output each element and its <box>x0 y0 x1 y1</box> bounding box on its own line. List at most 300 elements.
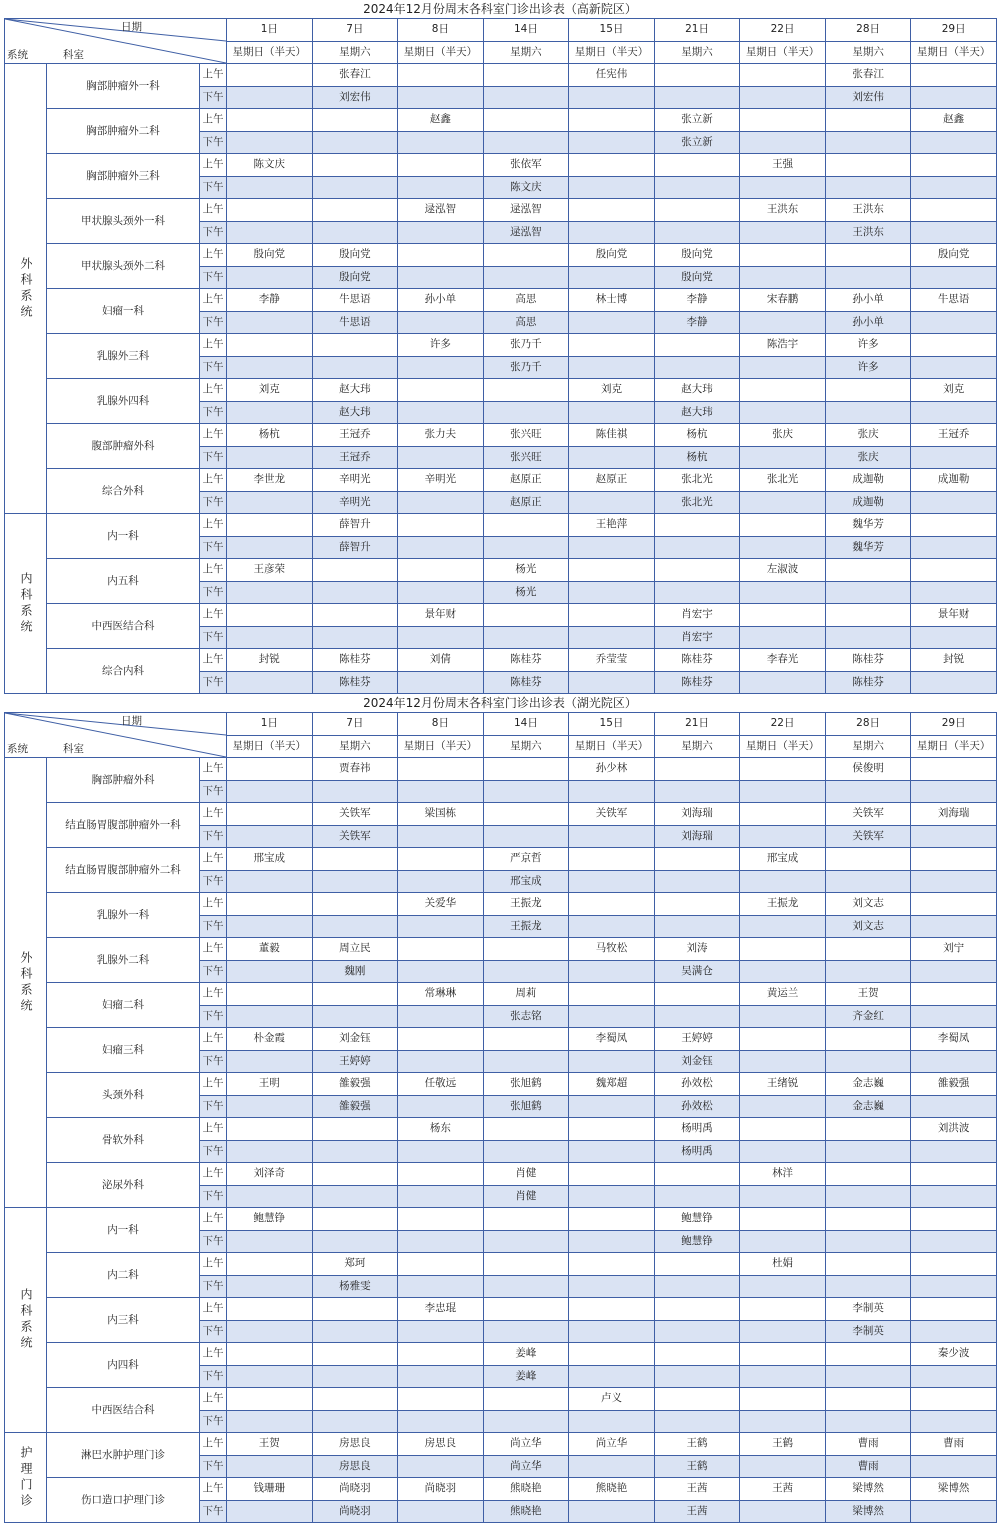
doctor-cell <box>398 221 484 244</box>
doctor-cell: 刘海瑞 <box>911 803 997 826</box>
doctor-cell: 董毅 <box>227 938 313 961</box>
doctor-cell <box>740 1230 826 1253</box>
department-cell: 结直肠胃腹部肿瘤外一科 <box>47 803 200 848</box>
doctor-cell <box>483 109 569 132</box>
doctor-cell: 陈桂芬 <box>312 671 398 694</box>
doctor-cell <box>312 1388 398 1411</box>
doctor-cell: 逯泓智 <box>483 221 569 244</box>
doctor-cell <box>825 1343 911 1366</box>
date-header: 21日 <box>654 713 740 736</box>
doctor-cell <box>483 86 569 109</box>
doctor-cell: 孙小单 <box>825 289 911 312</box>
doctor-cell <box>398 446 484 469</box>
doctor-cell: 任宪伟 <box>569 64 655 87</box>
date-header: 8日 <box>398 19 484 42</box>
pm-label: 下午 <box>200 825 227 848</box>
pm-label: 下午 <box>200 401 227 424</box>
doctor-cell <box>654 780 740 803</box>
doctor-cell <box>227 446 313 469</box>
pm-label: 下午 <box>200 1455 227 1478</box>
doctor-cell: 王贺 <box>825 983 911 1006</box>
doctor-cell: 王茜 <box>654 1478 740 1501</box>
doctor-cell: 刘克 <box>569 379 655 402</box>
doctor-cell <box>227 1365 313 1388</box>
doctor-cell: 马牧松 <box>569 938 655 961</box>
doctor-cell <box>654 1253 740 1276</box>
table-row <box>5 1388 997 1411</box>
doctor-cell <box>911 825 997 848</box>
department-cell: 内五科 <box>47 559 200 604</box>
doctor-cell <box>398 1050 484 1073</box>
doctor-cell <box>911 1095 997 1118</box>
doctor-cell <box>483 1140 569 1163</box>
doctor-cell <box>911 154 997 177</box>
doctor-cell <box>569 581 655 604</box>
doctor-cell <box>483 1118 569 1141</box>
am-label: 上午 <box>200 1118 227 1141</box>
department-cell: 胸部肿瘤外一科 <box>47 64 200 109</box>
doctor-cell: 王振龙 <box>483 915 569 938</box>
doctor-cell: 刘泽奇 <box>227 1163 313 1186</box>
doctor-cell <box>569 1163 655 1186</box>
doctor-cell <box>312 915 398 938</box>
doctor-cell <box>569 86 655 109</box>
doctor-cell <box>312 626 398 649</box>
doctor-cell <box>654 915 740 938</box>
doctor-cell: 李蜀凤 <box>911 1028 997 1051</box>
pm-label: 下午 <box>200 176 227 199</box>
doctor-cell <box>569 334 655 357</box>
header-system-label: 系统 <box>7 743 28 755</box>
doctor-cell <box>911 1455 997 1478</box>
pm-label: 下午 <box>200 1365 227 1388</box>
doctor-cell <box>740 491 826 514</box>
doctor-cell: 李制英 <box>825 1298 911 1321</box>
doctor-cell: 曹雨 <box>911 1433 997 1456</box>
doctor-cell <box>398 1365 484 1388</box>
pm-label: 下午 <box>200 960 227 983</box>
am-label: 上午 <box>200 1298 227 1321</box>
doctor-cell: 刘金钰 <box>654 1050 740 1073</box>
doctor-cell: 魏郑超 <box>569 1073 655 1096</box>
doctor-cell: 魏刚 <box>312 960 398 983</box>
doctor-cell <box>569 1095 655 1118</box>
schedule-table <box>4 18 997 694</box>
doctor-cell: 赵大玮 <box>312 379 398 402</box>
table-row <box>5 1163 997 1186</box>
doctor-cell <box>911 356 997 379</box>
doctor-cell: 王婷婷 <box>654 1028 740 1051</box>
doctor-cell <box>740 915 826 938</box>
table-row <box>5 1253 997 1276</box>
doctor-cell <box>740 1208 826 1231</box>
doctor-cell <box>911 1320 997 1343</box>
pm-label: 下午 <box>200 266 227 289</box>
department-cell: 骨软外科 <box>47 1118 200 1163</box>
header-system-label: 系统 <box>7 49 28 61</box>
doctor-cell <box>483 626 569 649</box>
doctor-cell <box>654 1185 740 1208</box>
doctor-cell <box>654 983 740 1006</box>
doctor-cell: 王鹤 <box>654 1455 740 1478</box>
doctor-cell: 肖宏宇 <box>654 604 740 627</box>
doctor-cell <box>227 626 313 649</box>
am-label: 上午 <box>200 1208 227 1231</box>
doctor-cell <box>825 848 911 871</box>
weekday-header: 星期日（半天） <box>911 41 997 64</box>
doctor-cell <box>569 1230 655 1253</box>
doctor-cell: 梁国栋 <box>398 803 484 826</box>
doctor-cell: 李静 <box>654 289 740 312</box>
doctor-cell: 李春光 <box>740 649 826 672</box>
doctor-cell: 高思 <box>483 289 569 312</box>
doctor-cell <box>740 536 826 559</box>
doctor-cell <box>911 1388 997 1411</box>
doctor-cell <box>569 401 655 424</box>
doctor-cell: 林士博 <box>569 289 655 312</box>
doctor-cell: 刘洪波 <box>911 1118 997 1141</box>
date-header: 28日 <box>825 19 911 42</box>
doctor-cell <box>740 1185 826 1208</box>
doctor-cell <box>825 1050 911 1073</box>
doctor-cell: 刘克 <box>227 379 313 402</box>
doctor-cell: 薛智升 <box>312 536 398 559</box>
doctor-cell <box>825 176 911 199</box>
am-label: 上午 <box>200 289 227 312</box>
am-label: 上午 <box>200 1253 227 1276</box>
doctor-cell: 张立新 <box>654 131 740 154</box>
doctor-cell: 刘宁 <box>911 938 997 961</box>
doctor-cell <box>569 199 655 222</box>
am-label: 上午 <box>200 154 227 177</box>
doctor-cell: 郑珂 <box>312 1253 398 1276</box>
doctor-cell: 张旭鹤 <box>483 1095 569 1118</box>
doctor-cell <box>740 671 826 694</box>
am-label: 上午 <box>200 1478 227 1501</box>
doctor-cell <box>654 559 740 582</box>
am-label: 上午 <box>200 1163 227 1186</box>
doctor-cell <box>227 915 313 938</box>
doctor-cell <box>569 356 655 379</box>
department-cell: 内二科 <box>47 1253 200 1298</box>
doctor-cell <box>740 604 826 627</box>
doctor-cell: 赵原正 <box>483 491 569 514</box>
am-label: 上午 <box>200 109 227 132</box>
date-header: 1日 <box>227 19 313 42</box>
date-header: 14日 <box>483 713 569 736</box>
am-label: 上午 <box>200 983 227 1006</box>
doctor-cell <box>569 604 655 627</box>
doctor-cell <box>569 1410 655 1433</box>
doctor-cell <box>398 671 484 694</box>
doctor-cell <box>398 1320 484 1343</box>
doctor-cell <box>740 1050 826 1073</box>
doctor-cell <box>398 758 484 781</box>
doctor-cell <box>569 491 655 514</box>
doctor-cell <box>740 401 826 424</box>
doctor-cell <box>569 1343 655 1366</box>
doctor-cell: 李世龙 <box>227 469 313 492</box>
doctor-cell: 逯泓智 <box>398 199 484 222</box>
doctor-cell <box>227 581 313 604</box>
doctor-cell: 杨杭 <box>654 424 740 447</box>
doctor-cell: 逯泓智 <box>483 199 569 222</box>
doctor-cell <box>312 1343 398 1366</box>
doctor-cell <box>911 1163 997 1186</box>
doctor-cell <box>569 1365 655 1388</box>
doctor-cell <box>569 536 655 559</box>
doctor-cell <box>569 109 655 132</box>
doctor-cell <box>227 536 313 559</box>
doctor-cell <box>654 893 740 916</box>
pm-label: 下午 <box>200 1140 227 1163</box>
am-label: 上午 <box>200 848 227 871</box>
table-row <box>5 1118 997 1141</box>
doctor-cell: 王艳萍 <box>569 514 655 537</box>
doctor-cell: 吴满仓 <box>654 960 740 983</box>
doctor-cell <box>740 825 826 848</box>
table-row <box>5 334 997 357</box>
doctor-cell: 赵大玮 <box>654 401 740 424</box>
doctor-cell <box>740 870 826 893</box>
table-row <box>5 649 997 672</box>
table-row <box>5 938 997 961</box>
doctor-cell: 杜娟 <box>740 1253 826 1276</box>
doctor-cell <box>312 893 398 916</box>
department-cell: 胸部肿瘤外二科 <box>47 109 200 154</box>
doctor-cell <box>227 1118 313 1141</box>
doctor-cell: 房思良 <box>398 1433 484 1456</box>
doctor-cell: 周莉 <box>483 983 569 1006</box>
doctor-cell <box>825 131 911 154</box>
doctor-cell: 雒毅强 <box>312 1073 398 1096</box>
am-label: 上午 <box>200 334 227 357</box>
table-row <box>5 1343 997 1366</box>
doctor-cell: 雒毅强 <box>911 1073 997 1096</box>
doctor-cell: 林洋 <box>740 1163 826 1186</box>
doctor-cell <box>911 1005 997 1028</box>
doctor-cell <box>740 1298 826 1321</box>
doctor-cell <box>654 1005 740 1028</box>
table-title: 2024年12月份周末各科室门诊出诊表（湖光院区） <box>363 696 637 710</box>
pm-label: 下午 <box>200 1500 227 1523</box>
doctor-cell: 张庆 <box>740 424 826 447</box>
doctor-cell: 曹雨 <box>825 1455 911 1478</box>
doctor-cell: 王振龙 <box>483 893 569 916</box>
doctor-cell <box>569 176 655 199</box>
doctor-cell <box>227 64 313 87</box>
doctor-cell: 关铁军 <box>312 803 398 826</box>
date-header: 7日 <box>312 713 398 736</box>
doctor-cell <box>398 1028 484 1051</box>
header-row-dates <box>5 713 997 736</box>
doctor-cell <box>911 446 997 469</box>
doctor-cell <box>483 780 569 803</box>
doctor-cell: 景年财 <box>911 604 997 627</box>
table-row <box>5 559 997 582</box>
doctor-cell: 封锐 <box>227 649 313 672</box>
doctor-cell <box>227 803 313 826</box>
doctor-cell <box>569 1455 655 1478</box>
doctor-cell <box>227 604 313 627</box>
doctor-cell <box>227 1500 313 1523</box>
am-label: 上午 <box>200 604 227 627</box>
doctor-cell <box>911 1140 997 1163</box>
doctor-cell: 熊晓艳 <box>483 1500 569 1523</box>
doctor-cell: 尚立华 <box>569 1433 655 1456</box>
doctor-cell <box>398 1140 484 1163</box>
doctor-cell: 殷向党 <box>654 244 740 267</box>
doctor-cell <box>825 1230 911 1253</box>
table-row <box>5 109 997 132</box>
department-cell: 腹部肿瘤外科 <box>47 424 200 469</box>
doctor-cell <box>483 1230 569 1253</box>
doctor-cell <box>398 1230 484 1253</box>
doctor-cell <box>227 514 313 537</box>
date-header: 21日 <box>654 19 740 42</box>
doctor-cell <box>740 1140 826 1163</box>
doctor-cell <box>312 604 398 627</box>
department-cell: 乳腺外四科 <box>47 379 200 424</box>
doctor-cell <box>569 1118 655 1141</box>
department-cell: 中西医结合科 <box>47 1388 200 1433</box>
table-row <box>5 1478 997 1501</box>
doctor-cell <box>740 1275 826 1298</box>
doctor-cell <box>398 825 484 848</box>
am-label: 上午 <box>200 64 227 87</box>
doctor-cell: 王绪锐 <box>740 1073 826 1096</box>
doctor-cell <box>740 938 826 961</box>
doctor-cell <box>398 131 484 154</box>
doctor-cell <box>227 1230 313 1253</box>
doctor-cell <box>312 109 398 132</box>
header-date-label: 日期 <box>121 715 143 727</box>
doctor-cell: 张乃千 <box>483 334 569 357</box>
doctor-cell <box>911 131 997 154</box>
doctor-cell <box>398 1388 484 1411</box>
doctor-cell <box>569 848 655 871</box>
doctor-cell <box>825 1388 911 1411</box>
doctor-cell <box>740 1028 826 1051</box>
doctor-cell <box>740 131 826 154</box>
header-date-label: 日期 <box>121 21 143 33</box>
doctor-cell <box>911 758 997 781</box>
department-cell: 妇瘤一科 <box>47 289 200 334</box>
department-cell: 内四科 <box>47 1343 200 1388</box>
department-cell: 胸部肿瘤外科 <box>47 758 200 803</box>
doctor-cell <box>312 356 398 379</box>
doctor-cell: 薛智升 <box>312 514 398 537</box>
doctor-cell: 张庆 <box>825 446 911 469</box>
doctor-cell <box>312 559 398 582</box>
department-cell: 妇瘤二科 <box>47 983 200 1028</box>
system-cell: 护理门诊 <box>5 1433 47 1523</box>
doctor-cell <box>911 983 997 1006</box>
doctor-cell <box>398 1455 484 1478</box>
doctor-cell <box>911 86 997 109</box>
doctor-cell: 张北光 <box>654 491 740 514</box>
doctor-cell <box>740 1410 826 1433</box>
pm-label: 下午 <box>200 356 227 379</box>
department-cell: 乳腺外一科 <box>47 893 200 938</box>
doctor-cell <box>654 1410 740 1433</box>
table-row <box>5 244 997 267</box>
doctor-cell <box>312 1118 398 1141</box>
doctor-cell: 姜峰 <box>483 1365 569 1388</box>
doctor-cell <box>569 1140 655 1163</box>
doctor-cell <box>740 960 826 983</box>
doctor-cell: 邢宝成 <box>740 848 826 871</box>
doctor-cell: 杨杭 <box>227 424 313 447</box>
doctor-cell <box>740 1005 826 1028</box>
doctor-cell: 肖健 <box>483 1185 569 1208</box>
system-cell: 外科系统 <box>5 64 47 514</box>
doctor-cell: 杨明禹 <box>654 1118 740 1141</box>
doctor-cell: 张依军 <box>483 154 569 177</box>
doctor-cell: 金志巍 <box>825 1095 911 1118</box>
header-row-dates <box>5 19 997 42</box>
table-title: 2024年12月份周末各科室门诊出诊表（高新院区） <box>363 2 637 16</box>
weekday-header: 星期日（半天） <box>911 735 997 758</box>
table-row <box>5 424 997 447</box>
doctor-cell <box>569 131 655 154</box>
am-label: 上午 <box>200 424 227 447</box>
doctor-cell <box>825 626 911 649</box>
doctor-cell <box>312 581 398 604</box>
doctor-cell <box>740 1320 826 1343</box>
doctor-cell: 尚晓羽 <box>398 1478 484 1501</box>
doctor-cell <box>825 1140 911 1163</box>
am-label: 上午 <box>200 758 227 781</box>
doctor-cell <box>227 334 313 357</box>
doctor-cell <box>227 1343 313 1366</box>
doctor-cell <box>740 758 826 781</box>
doctor-cell: 陈桂芬 <box>654 671 740 694</box>
header-department-label: 科室 <box>63 743 84 755</box>
department-cell: 乳腺外二科 <box>47 938 200 983</box>
doctor-cell: 王振龙 <box>740 893 826 916</box>
doctor-cell <box>312 983 398 1006</box>
doctor-cell <box>825 938 911 961</box>
doctor-cell <box>654 1343 740 1366</box>
am-label: 上午 <box>200 469 227 492</box>
date-header: 7日 <box>312 19 398 42</box>
doctor-cell <box>227 356 313 379</box>
doctor-cell: 王鹤 <box>654 1433 740 1456</box>
doctor-cell: 姜峰 <box>483 1343 569 1366</box>
weekday-header: 星期日（半天） <box>227 735 313 758</box>
doctor-cell <box>911 1275 997 1298</box>
doctor-cell: 杨东 <box>398 1118 484 1141</box>
doctor-cell <box>569 983 655 1006</box>
doctor-cell: 鲍慧铮 <box>654 1208 740 1231</box>
doctor-cell <box>740 64 826 87</box>
pm-label: 下午 <box>200 221 227 244</box>
doctor-cell: 李蜀凤 <box>569 1028 655 1051</box>
am-label: 上午 <box>200 559 227 582</box>
doctor-cell <box>227 1320 313 1343</box>
doctor-cell: 李忠琨 <box>398 1298 484 1321</box>
doctor-cell <box>312 131 398 154</box>
doctor-cell: 孙效松 <box>654 1095 740 1118</box>
pm-label: 下午 <box>200 1320 227 1343</box>
doctor-cell <box>911 1208 997 1231</box>
doctor-cell <box>569 221 655 244</box>
doctor-cell: 殷向党 <box>227 244 313 267</box>
doctor-cell <box>227 983 313 1006</box>
doctor-cell <box>569 780 655 803</box>
doctor-cell <box>569 626 655 649</box>
